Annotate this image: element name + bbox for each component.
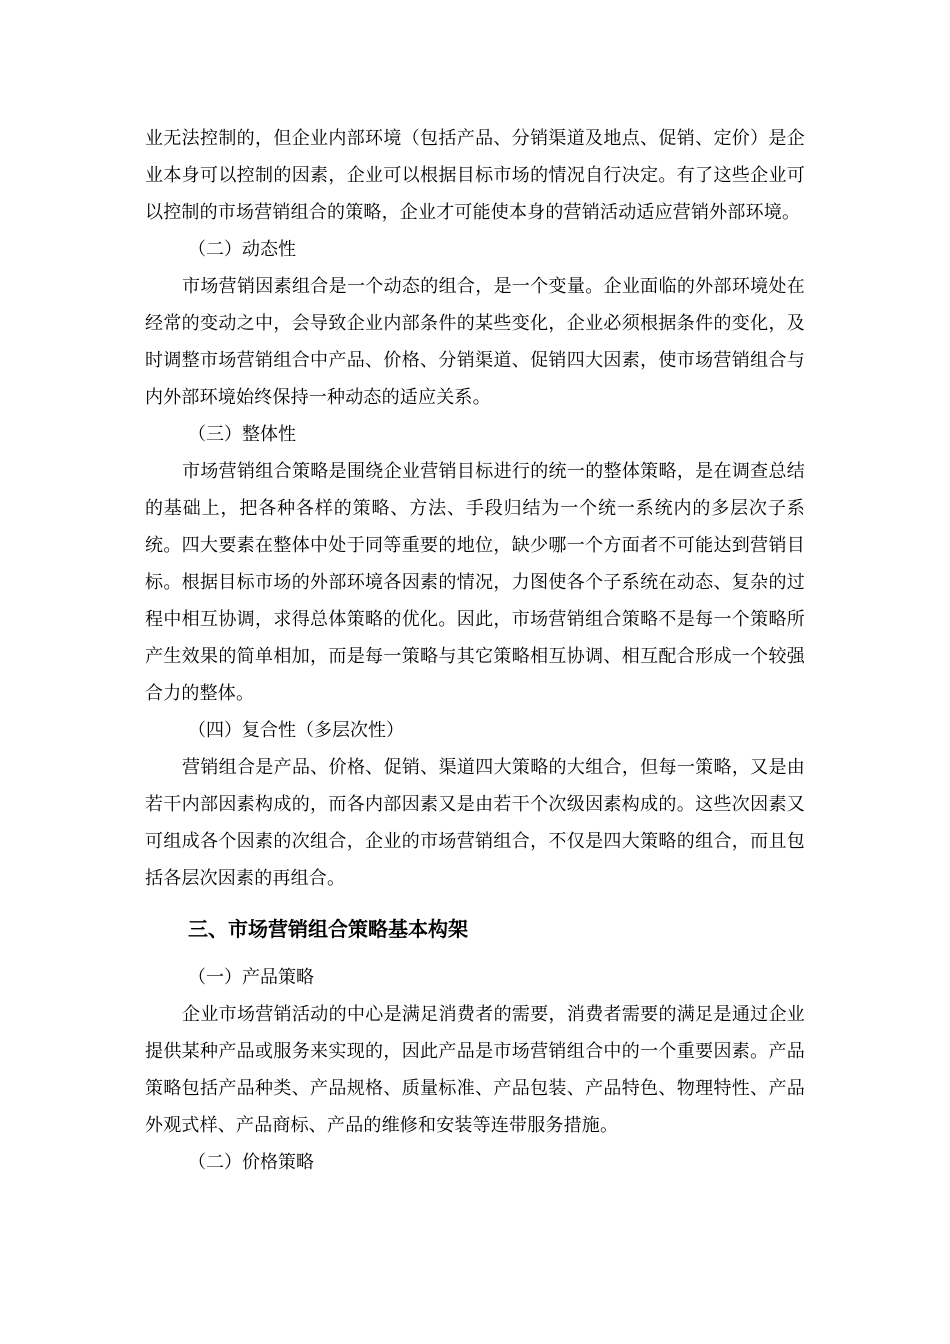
- document-page: [145, 120, 805, 1181]
- subheading-product-strategy: （一）产品策略: [188, 967, 314, 988]
- subheading-integrity: （三）整体性: [188, 424, 296, 445]
- paragraph-composite: 营销组合是产品、价格、促销、渠道四大策略的大组合，但每一策略，又是由若干内部因素构成的，而各内部因素又是由若干个次级因素构成的。这些次因素又可组成各个因素的次组合，企业的市场营销组合，不仅是四大策略的组合，而且包括各层次因素的再组合。: [145, 757, 805, 889]
- subheading-price-strategy: （二）价格策略: [188, 1152, 314, 1173]
- paragraph-control-factors: 业无法控制的，但企业内部环境（包括产品、分销渠道及地点、促销、定价）是企业本身可以控制的因素，企业可以根据目标市场的情况自行决定。有了这些企业可以控制的市场营销组合的策略，企业才可能使本身的营销活动适应营销外部环境。: [145, 128, 805, 223]
- paragraph-dynamic: 市场营销因素组合是一个动态的组合，是一个变量。企业面临的外部环境处在经常的变动之中，会导致企业内部条件的某些变化，企业必须根据条件的变化，及时调整市场营销组合中产品、价格、分销渠道、促销四大因素，使市场营销组合与内外部环境始终保持一种动态的适应关系。: [145, 276, 805, 408]
- subheading-dynamic: （二）动态性: [188, 239, 296, 260]
- subheading-composite: （四）复合性（多层次性）: [188, 720, 404, 741]
- paragraph-product-strategy: 企业市场营销活动的中心是满足消费者的需要，消费者需要的满足是通过企业提供某种产品或服务来实现的，因此产品是市场营销组合中的一个重要因素。产品策略包括产品种类、产品规格、质量标准、产品包装、产品特色、物理特性、产品外观式样、产品商标、产品的维修和安装等连带服务措施。: [145, 1004, 805, 1136]
- paragraph-integrity: 市场营销组合策略是围绕企业营销目标进行的统一的整体策略，是在调查总结的基础上，把各种各样的策略、方法、手段归结为一个统一系统内的多层次子系统。四大要素在整体中处于同等重要的地位，缺少哪一个方面者不可能达到营销目标。根据目标市场的外部环境各因素的情况，力图使各个子系统在动态、复杂的过程中相互协调，求得总体策略的优化。因此，市场营销组合策略不是每一个策略所产生效果的简单相加，而是每一策略与其它策略相互协调、相互配合形成一个较强合力的整体。: [145, 461, 805, 704]
- section-title-framework: 三、市场营销组合策略基本构架: [188, 917, 468, 941]
